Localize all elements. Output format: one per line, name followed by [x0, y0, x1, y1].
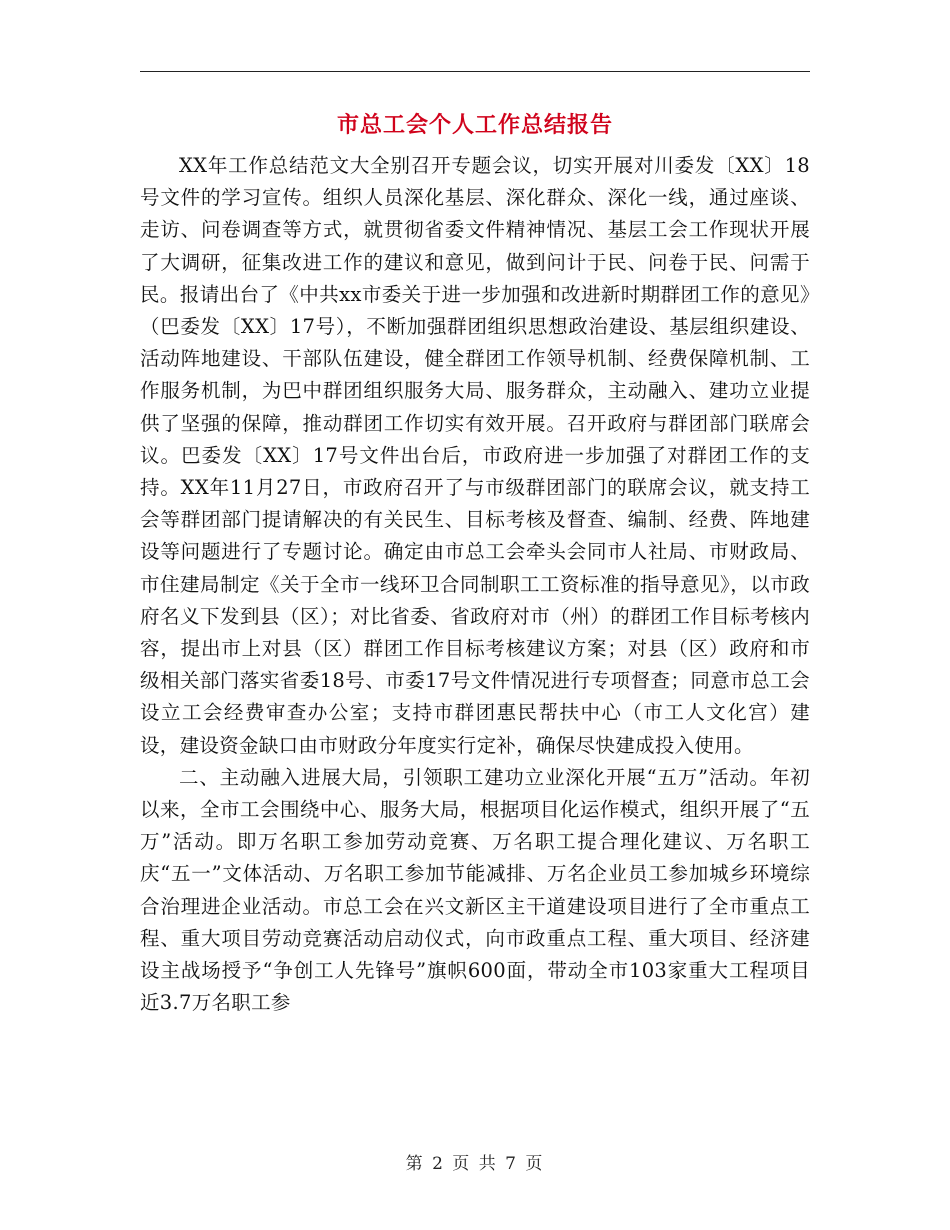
document-body [140, 150, 810, 1019]
paragraph-2: 二、主动融入进展大局，引领职工建功立业深化开展“五万”活动。年初以来，全市工会围绕中心、服务大局，根据项目化运作模式，组织开展了“五万”活动。即万名职工参加劳动竞赛、万名职工提合理化建议、万名职工庆“五一”文体活动、万名职工参加节能减排、万名企业员工参加城乡环境综合治理进企业活动。市总工会在兴文新区主干道建设项目进行了全市重点工程、重大项目劳动竞赛活动启动仪式，向市政重点工程、重大项目、经济建设主战场授予“争创工人先锋号”旗帜600面，带动全市103家重大工程项目近3.7万名职工参 [140, 765, 810, 1015]
header-rule [140, 71, 810, 72]
document-title: 市总工会个人工作总结报告 [336, 112, 613, 138]
page-number-footer: 第 2 页 共 7 页 [405, 1154, 545, 1174]
paragraph-1: XX年工作总结范文大全别召开专题会议，切实开展对川委发〔XX〕18号文件的学习宣传。组织人员深化基层、深化群众、深化一线，通过座谈、走访、问卷调查等方式，就贯彻省委文件精神情况、基层工会工作现状开展了大调研，征集改进工作的建议和意见，做到问计于民、问卷于民、问需于民。报请出台了《中共xx市委关于进一步加强和改进新时期群团工作的意见》（巴委发〔XX〕17号），不断加强群团组织思想政治建设、基层组织建设、活动阵地建设、干部队伍建设，健全群团工作领导机制、经费保障机制、工作服务机制，为巴中群团组织服务大局、服务群众，主动融入、建功立业提供了坚强的保障，推动群团工作切实有效开展。召开政府与群团部门联席会议。巴委发〔XX〕17号文件出台后，市政府进一步加强了对群团工作的支持。XX年11月27日，市政府召开了与市级群团部门的联席会议，就支持工会等群团部门提请解决的有关民生、目标考核及督查、编制、经费、阵地建设等问题进行了专题讨论。确定由市总工会牵头会同市人社局、市财政局、市住建局制定《关于全市一线环卫合同制职工工资标准的指导意见》，以市政府名义下发到县（区）；对比省委、省政府对市（州）的群团工作目标考核内容，提出市上对县（区）群团工作目标考核建议方案；对县（区）政府和市级相关部门落实省委18号、市委17号文件情况进行专项督查；同意市总工会设立工会经费审查办公室；支持市群团惠民帮扶中心（市工人文化宫）建设，建设资金缺口由市财政分年度实行定补，确保尽快建成投入使用。 [140, 154, 810, 757]
